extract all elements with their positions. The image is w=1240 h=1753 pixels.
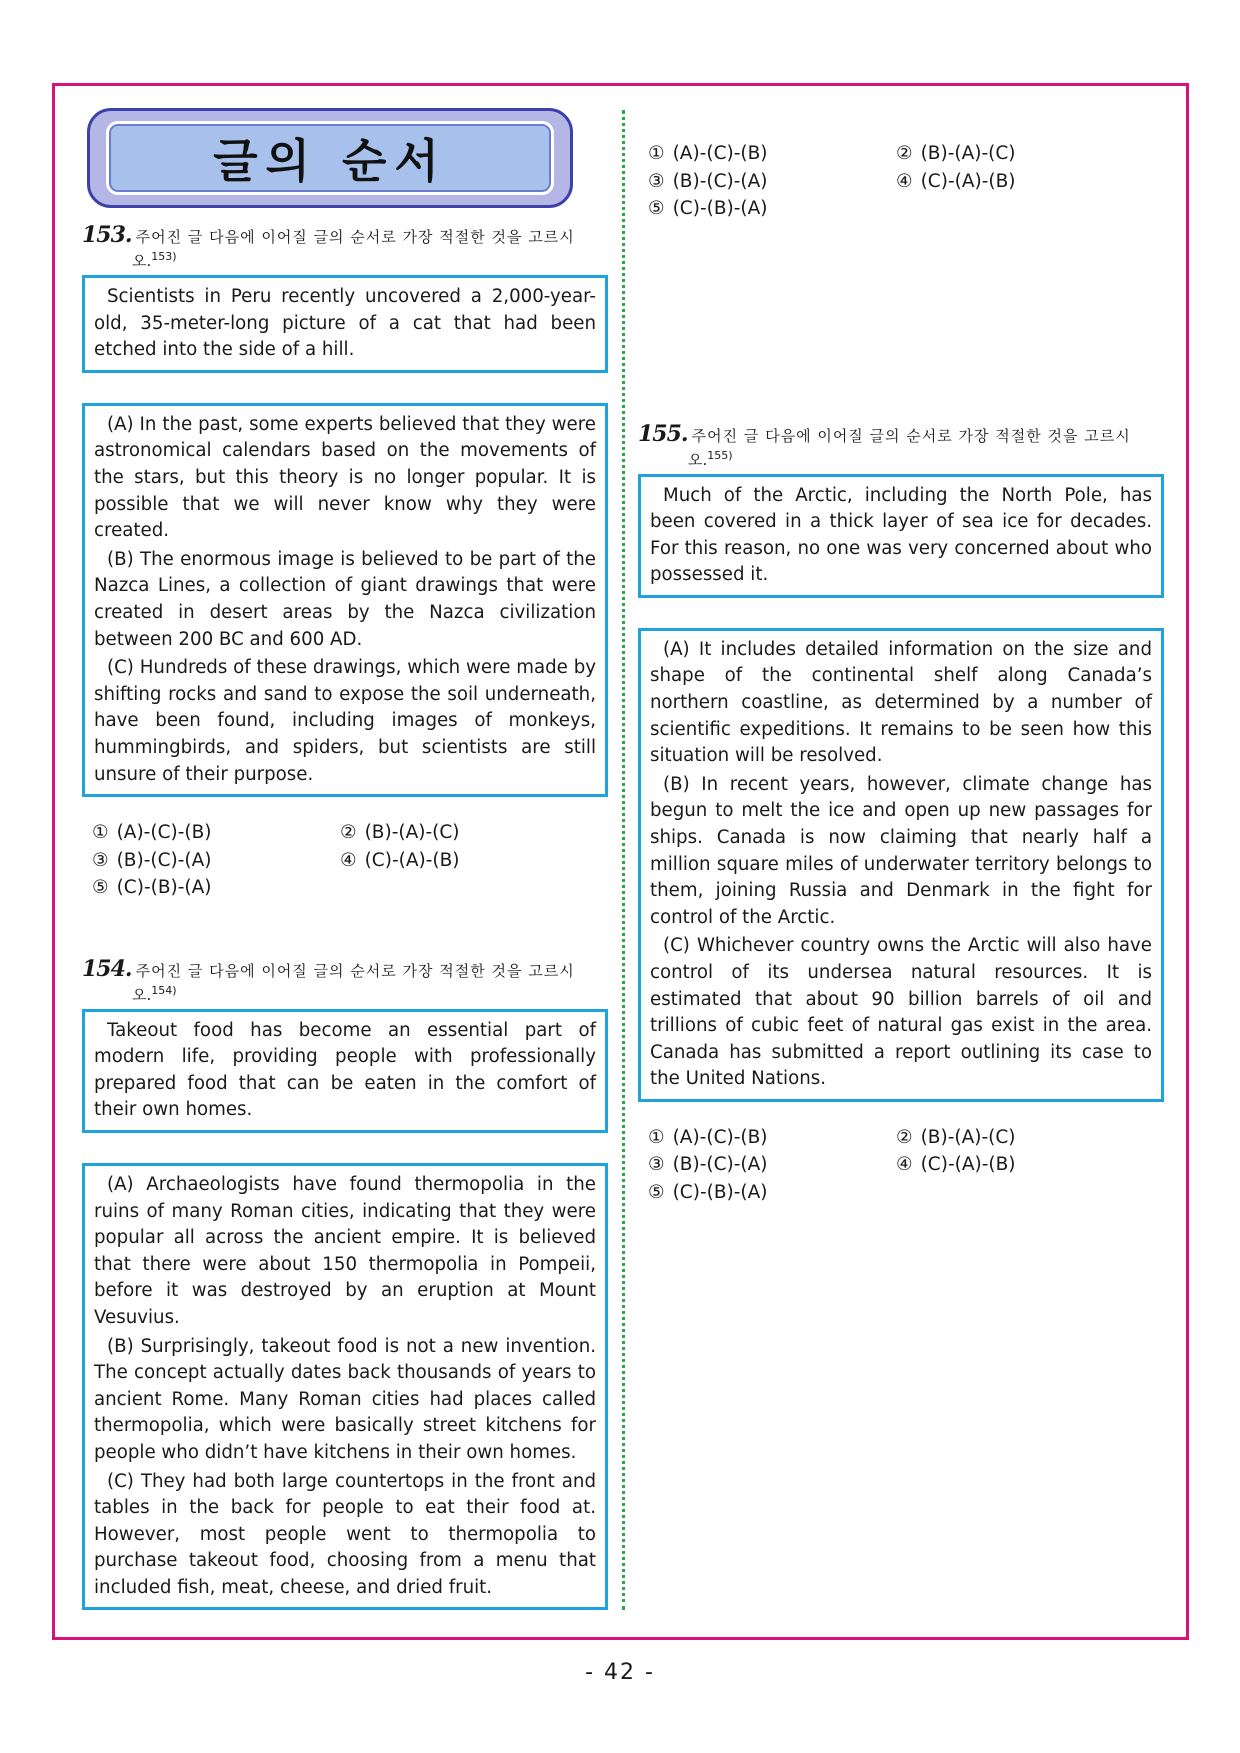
question-prompt: 주어진 글 다음에 이어질 글의 순서로 가장 적절한 것을 고르시 [135,961,575,980]
passage-b: (B) Surprisingly, takeout food is not a new invention. The concept actually dates back thousands of years to ancient Rome. Many Roman cities had places called thermopolia, which were basically street kitchens for people who didn’t have kitchens in their own homes. [94,1335,596,1463]
question-154-header: 154. 주어진 글 다음에 이어질 글의 순서로 가장 적절한 것을 고르시 오.$^{154)}$ [82,955,575,1004]
section-title: 글의 순서 [213,134,447,188]
section-banner [87,108,573,208]
footnote-ref: 153) [151,250,177,263]
passage-c: (C) They had both large countertops in the front and tables in the back for people to eat their food at. However, most people went to thermopolia to purchase takeout food, choosing from a menu that included fish, meat, cheese, and dried fruit. [94,1470,596,1598]
passage-a: (A) In the past, some experts believed that they were astronomical calendars based on the movements of the stars, but this theory is no longer popular. It is possible that we will never know why they were created. [94,413,596,542]
passages-box [638,628,1164,1102]
choice-5[interactable]: ⑤ (C)-(B)-(A) [648,1181,768,1203]
passage-c: (C) Whichever country owns the Arctic will also have control of its undersea natural resources. It is estimated that about 90 billion barrels of oil and trillions of cubic feet of natural gas exist in the area. Canada has submitted a report outlining its case to the United Nations. [650,935,1152,1090]
question-155-header: 155. 주어진 글 다음에 이어질 글의 순서로 가장 적절한 것을 고르시 오.$^{155)}$ [638,420,1131,469]
footnote-ref: 155) [707,448,733,462]
answer-choices [82,819,608,902]
passage-c: (C) Hundreds of these drawings, which were made by shifting rocks and sand to expose the soil underneath, have been found, including images of monkeys, hummingbirds, and spiders, but scientists are still unsure of their purpose. [94,657,596,785]
question-number: 155. [638,420,688,447]
passage-a: (A) Archaeologists have found thermopolia in the ruins of many Roman cities, indicating that they were popular all across the ancient empire. It is believed that there were about 150 thermopolia in Pompeii, before it was destroyed by an eruption at Mount Vesuvius. [94,1173,596,1328]
choice-4[interactable]: ④ (C)-(A)-(B) [340,849,460,871]
answer-choices-154 [638,140,1164,223]
given-text: Scientists in Peru recently uncovered a 2,000-year-old, 35-meter-long picture of a cat that had been etched into the side of a hill. [94,286,596,361]
right-column [638,140,1164,1206]
question-number: 154. [82,955,132,982]
choice-5[interactable]: ⑤ (C)-(B)-(A) [92,877,212,899]
page-number: - 42 - [585,1660,655,1685]
given-text-box [82,275,608,373]
choice-1[interactable]: ① (A)-(C)-(B) [648,1126,768,1148]
choice-1[interactable]: ① (A)-(C)-(B) [92,822,212,844]
choice-3[interactable]: ③ (B)-(C)-(A) [92,849,212,871]
choice-5[interactable]: ⑤ (C)-(B)-(A) [648,198,768,219]
answer-choices-155 [638,1124,1164,1207]
choice-1[interactable]: ① (A)-(C)-(B) [648,143,768,164]
question-number: 153. [82,222,132,248]
choice-4[interactable]: ④ (C)-(A)-(B) [896,1154,1016,1176]
left-column [82,108,608,1610]
question-prompt: 주어진 글 다음에 이어질 글의 순서로 가장 적절한 것을 고르시 [135,228,575,246]
given-text: Takeout food has become an essential part of modern life, providing people with professionally prepared food that can be eaten in the comfort of their own homes. [94,1019,596,1121]
passage-a: (A) It includes detailed information on the size and shape of the continental shelf along Canada’s northern coastline, as determined by a number of scientific expeditions. It remains to be seen how this situation will be resolved. [650,638,1152,767]
choice-3[interactable]: ③ (B)-(C)-(A) [648,1154,768,1176]
passages-box [82,1163,608,1611]
choice-2[interactable]: ② (B)-(A)-(C) [340,822,460,844]
footnote-ref: 154) [151,983,177,997]
given-text: Much of the Arctic, including the North Pole, has been covered in a thick layer of sea ice for decades. For this reason, no one was very concerned about who possessed it. [650,484,1152,586]
given-text-box [638,474,1164,598]
choice-4[interactable]: ④ (C)-(A)-(B) [896,170,1016,192]
choice-3[interactable]: ③ (B)-(C)-(A) [648,170,768,192]
given-text-box [82,1009,608,1133]
passage-b: (B) The enormous image is believed to be part of the Nazca Lines, a collection of giant drawings that were created in desert areas by the Nazca civilization between 200 BC and 600 AD. [94,548,596,650]
choice-2[interactable]: ② (B)-(A)-(C) [896,1126,1016,1148]
question-prompt: 주어진 글 다음에 이어질 글의 순서로 가장 적절한 것을 고르시 [691,426,1131,445]
passages-box [82,403,608,797]
choice-2[interactable]: ② (B)-(A)-(C) [896,143,1016,164]
column-divider [622,110,625,1610]
passage-b: (B) In recent years, however, climate change has begun to melt the ice and open up new passages for ships. Canada is now claiming that nearly half a million square miles of underwater territory belongs to them, joining Russia and Denmark in the fight for control of the Arctic. [650,773,1152,928]
question-153-header: 153. 주어진 글 다음에 이어질 글의 순서로 가장 적절한 것을 고르시 오.$^{153)}$ [82,222,575,270]
